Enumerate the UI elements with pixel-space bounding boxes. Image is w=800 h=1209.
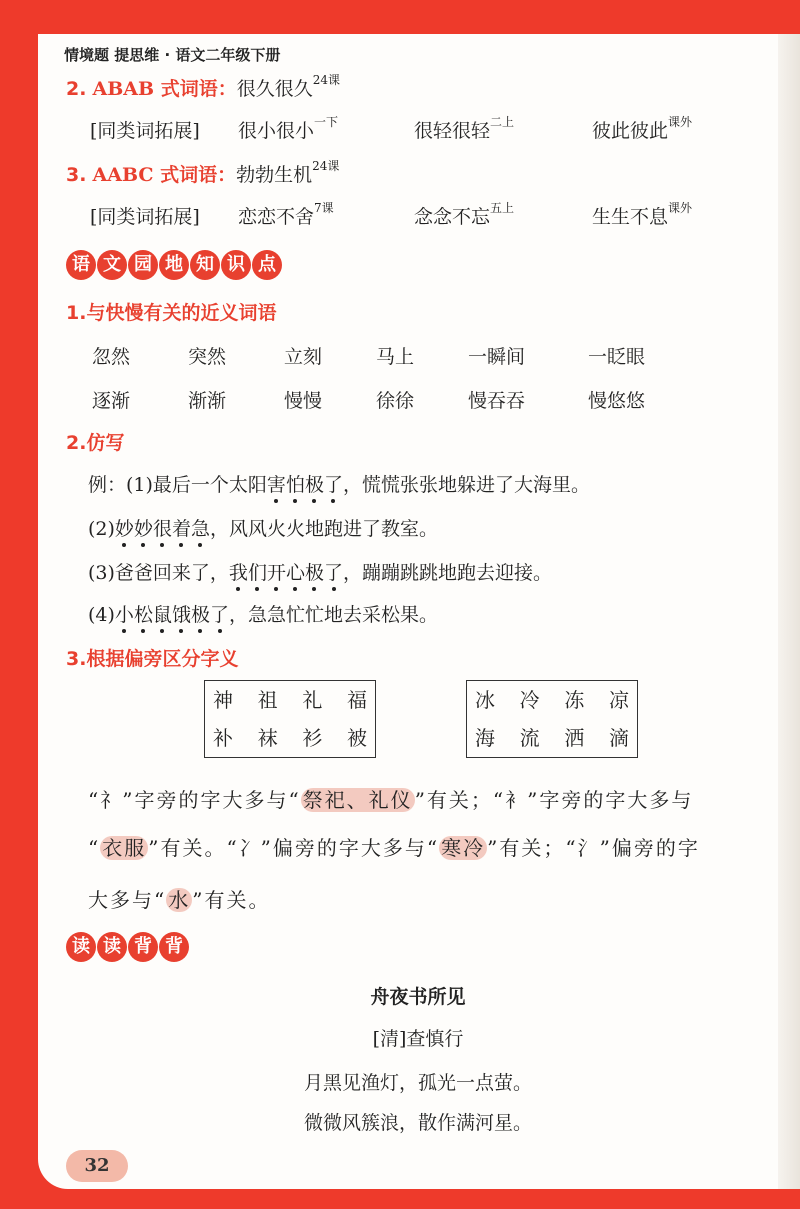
aabc-ext-label: [同类词拓展] bbox=[90, 206, 200, 228]
abab-ext-2: 很轻很轻$^{二上}$ bbox=[414, 114, 515, 142]
aabc-ext-2: 念念不忘$^{五上}$ bbox=[414, 200, 515, 228]
s3-heading: 3.根据偏旁区分字义 bbox=[66, 648, 239, 670]
highlight: 寒冷 bbox=[441, 836, 486, 860]
page-spine bbox=[778, 34, 800, 1189]
aabc-line bbox=[66, 160, 339, 187]
poem-line-2: 微微风簇浪，散作满河星。 bbox=[303, 1112, 532, 1134]
s3-para-1: “礻”字旁的字大多与“ 祭祀、礼仪 ”有关；“衤”字旁的字大多与 bbox=[88, 788, 694, 812]
abab-ext-3: 彼此彼此$^{课外}$ bbox=[592, 114, 693, 142]
aabc-label: AABC 式词语： bbox=[92, 164, 237, 186]
s2-line4: (4)小松鼠饿极了，急急忙忙地去采松果。 bbox=[88, 600, 438, 627]
s3-para-2: “ 衣服 ”有关。“冫”偏旁的字大多与“ 寒冷 ”有关；“氵”偏旁的字 bbox=[88, 836, 700, 860]
s2-line3: (3)爸爸回来了，我们开心极了，蹦蹦跳跳地跑去迎接。 bbox=[88, 558, 552, 585]
s3-para-3: 大多与“ 水 ”有关。 bbox=[88, 888, 271, 912]
abab-ext-label: [同类词拓展] bbox=[90, 120, 200, 142]
aabc-sup: 24课 bbox=[312, 158, 340, 173]
aabc-number: 3. bbox=[66, 164, 87, 186]
dotted-phrase: 害怕极了 bbox=[267, 474, 343, 496]
dotted-phrase: 我们开心极了 bbox=[229, 562, 343, 584]
section-badge-dudu: 读 读 背 背 bbox=[66, 932, 190, 962]
page-number: 32 bbox=[66, 1150, 128, 1182]
radical-box-bing: 冰 冷 冻 凉 海 流 洒 滴 bbox=[466, 680, 638, 758]
s2-line2: (2)妙妙很着急，风风火火地跑进了教室。 bbox=[88, 514, 438, 541]
poem-line-1: 月黑见渔灯，孤光一点萤。 bbox=[303, 1072, 532, 1094]
abab-number: 2. bbox=[66, 78, 87, 100]
abab-label: ABAB 式词语： bbox=[92, 78, 237, 100]
poem-author: [清]查慎行 bbox=[372, 1028, 464, 1050]
s1-heading: 1.与快慢有关的近义词语 bbox=[66, 302, 277, 324]
running-header: 情境题 提思维 · 语文二年级下册 bbox=[64, 46, 281, 64]
aabc-word: 勃勃生机 bbox=[236, 164, 313, 186]
s1-row2: 逐渐 渐渐 慢慢 徐徐 慢吞吞 慢悠悠 bbox=[92, 390, 646, 412]
abab-ext-1: 很小很小$^{一下}$ bbox=[238, 114, 339, 142]
s1-row1: 忽然 突然 立刻 马上 一瞬间 一眨眼 bbox=[92, 346, 646, 368]
dotted-phrase: 妙妙很着急 bbox=[115, 518, 210, 540]
poem-title: 舟夜书所见 bbox=[370, 986, 466, 1008]
highlight: 祭祀、礼仪 bbox=[302, 788, 413, 812]
highlight: 衣服 bbox=[102, 836, 147, 860]
highlight: 水 bbox=[168, 888, 191, 912]
abab-sup: 24课 bbox=[312, 72, 341, 87]
s2-example: 例：(1)最后一个太阳害怕极了，慌慌张张地躲进了大海里。 bbox=[88, 470, 590, 497]
s2-heading: 2.仿写 bbox=[66, 432, 125, 454]
abab-word: 很久很久 bbox=[236, 78, 313, 100]
aabc-ext-3: 生生不息$^{课外}$ bbox=[592, 200, 693, 228]
dotted-phrase: 小松鼠饿极了 bbox=[115, 604, 229, 626]
abab-line bbox=[66, 74, 340, 101]
section-badge-yuwen: 语 文 园 地 知 识 点 bbox=[66, 250, 283, 280]
aabc-ext-1: 恋恋不舍$^{7课}$ bbox=[238, 200, 334, 228]
radical-box-shi: 神 祖 礼 福 补 袜 衫 被 bbox=[204, 680, 376, 758]
